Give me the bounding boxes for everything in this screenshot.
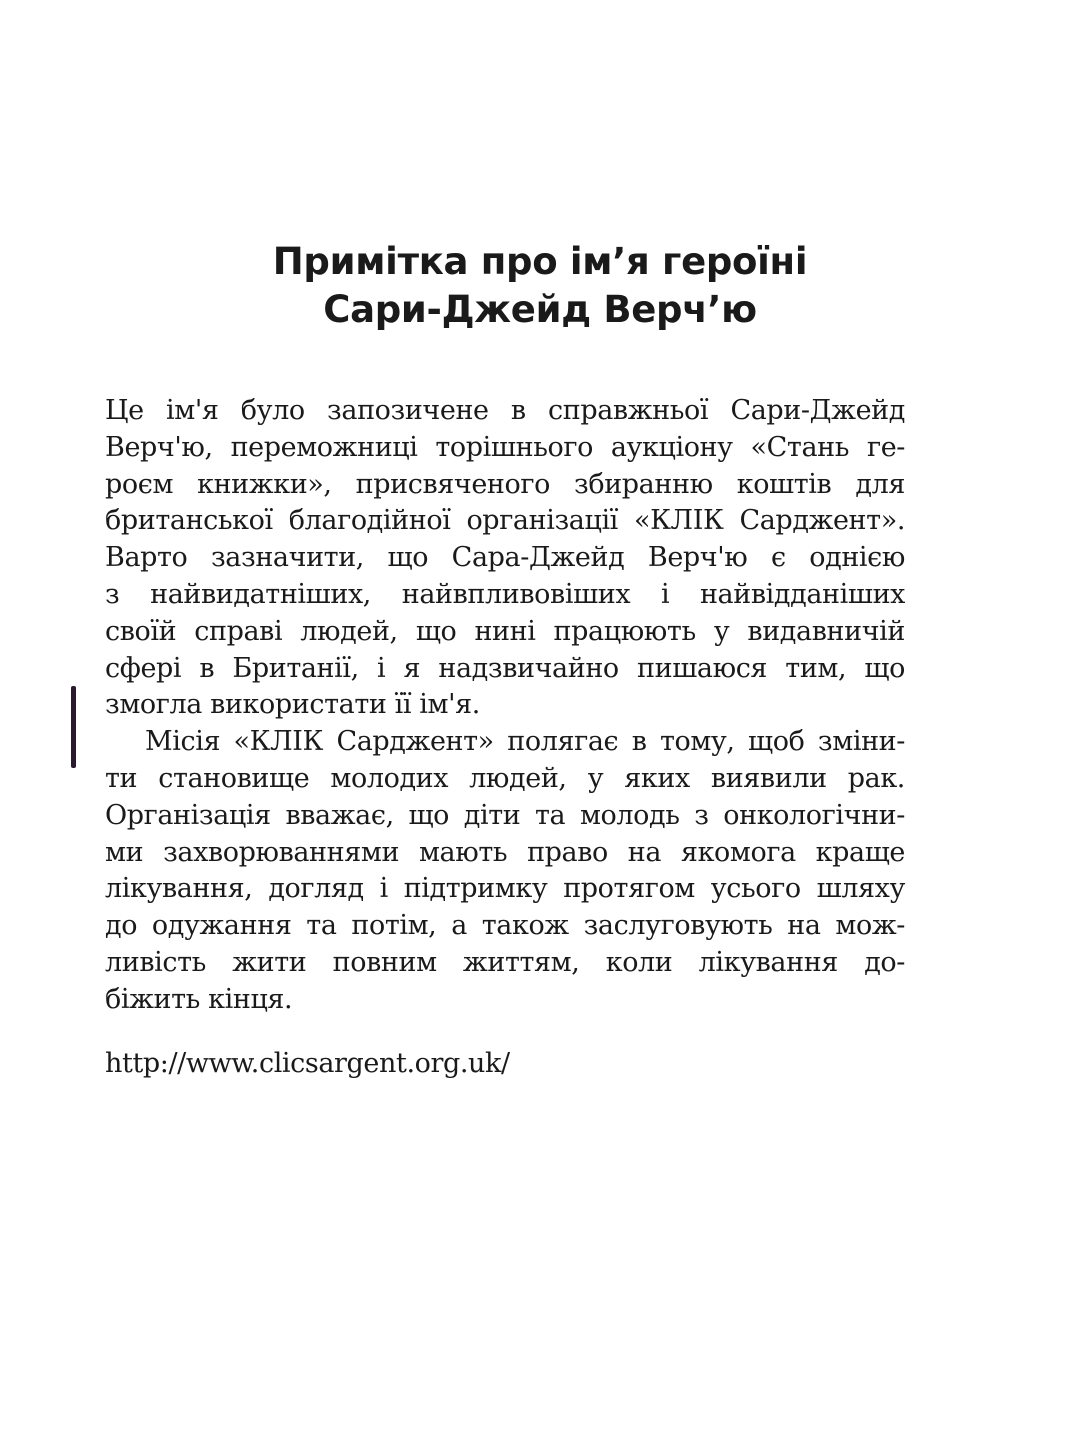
paragraph-2-line: ти становище молодих людей, у яких виявили рак.: [105, 762, 905, 794]
charity-url: http://www.clicsargent.org.uk/: [105, 1048, 510, 1079]
paragraph-1-line: сфері в Британії, і я надзвичайно пишаюся тим, що: [105, 652, 905, 684]
title-line-1: Примітка про ім’я героїні: [272, 240, 808, 283]
paragraph-1-line: британської благодійної організації «КЛІК Сарджент».: [105, 505, 905, 537]
paragraph-1-line: Варто зазначити, що Сара-Джейд Верч'ю є однією: [105, 542, 905, 574]
title-line-2: Сари-Джейд Верч’ю: [323, 288, 757, 331]
page-title: [0, 238, 1080, 334]
paragraph-2-line: біжить кінця.: [105, 983, 293, 1015]
paragraph-1-line: Це ім'я було запозичене в справжньої Сари-Джейд: [105, 395, 905, 426]
margin-mark: [71, 686, 76, 768]
paragraph-1-line: своїй справі людей, що нині працюють у видавничій: [105, 615, 905, 647]
paragraph-2-line: лікування, догляд і підтримку протягом усього шляху: [105, 873, 905, 905]
paragraph-2-line: ливість жити повним життям, коли лікування до-: [105, 946, 905, 978]
paragraph-1-line: з найвидатніших, найвпливовіших і найвідданіших: [105, 578, 905, 610]
paragraph-1-line: Верч'ю, переможниці торішнього аукціону «Стань ге-: [105, 431, 905, 463]
paragraph-1-line: змогла використати її ім'я.: [105, 689, 480, 721]
paragraph-2-line: Місія «КЛІК Сарджент» полягає в тому, щоб зміни-: [145, 726, 905, 758]
paragraph-2-line: Організація вважає, що діти та молодь з онкологічни-: [105, 799, 905, 831]
paragraph-2-line: ми захворюваннями мають право на якомога краще: [105, 836, 905, 868]
body-text: [105, 393, 905, 1019]
paragraph-1-line: роєм книжки», присвяченого збиранню коштів для: [105, 468, 905, 500]
paragraph-2-line: до одужання та потім, а також заслуговують на мож-: [105, 910, 905, 942]
